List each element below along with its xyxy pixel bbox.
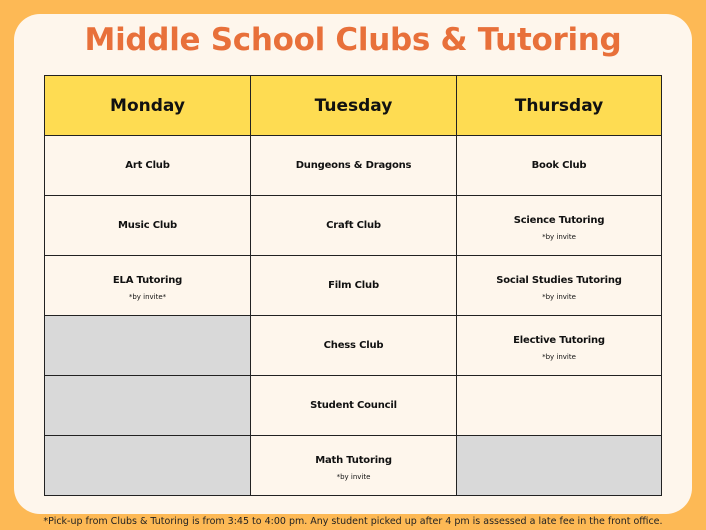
header-monday: Monday (45, 76, 251, 136)
invite-note: *by invite (542, 292, 576, 301)
table-row (45, 256, 662, 316)
table-row (45, 136, 662, 196)
invite-note: *by invite* (128, 292, 167, 301)
page-title: Middle School Clubs & Tutoring (84, 22, 622, 58)
club-name: Social Studies Tutoring (496, 274, 622, 286)
empty-cell (45, 316, 251, 376)
empty-cell (457, 436, 662, 496)
pickup-footnote: *Pick-up from Clubs & Tutoring is from 3:45 to 4:00 pm. Any student picked up after 4 pm is assessed a late fee in the front office. (43, 516, 663, 527)
club-name: ELA Tutoring (112, 274, 183, 286)
cell-thursday (457, 256, 662, 316)
club-name: Chess Club (323, 340, 384, 351)
cell-thursday (457, 316, 662, 376)
cell-tuesday (251, 196, 457, 256)
cell-tuesday (251, 436, 457, 496)
club-name: Music Club (118, 220, 177, 231)
table-row (45, 376, 662, 436)
club-name: Craft Club (326, 220, 381, 231)
cell-thursday (457, 136, 662, 196)
header-thursday: Thursday (457, 76, 662, 136)
table-row (45, 436, 662, 496)
invite-note: *by invite (542, 352, 576, 361)
cell-tuesday (251, 316, 457, 376)
cell-monday (45, 136, 251, 196)
cell-monday (45, 196, 251, 256)
club-name: Art Club (125, 160, 170, 171)
club-name: Student Council (310, 400, 397, 411)
club-name: Science Tutoring (513, 214, 605, 226)
cell-thursday (457, 196, 662, 256)
schedule-table (44, 75, 662, 496)
cell-tuesday (251, 376, 457, 436)
invite-note: *by invite (542, 232, 576, 241)
empty-cell (457, 376, 662, 436)
cell-monday (45, 256, 251, 316)
club-name: Math Tutoring (315, 454, 392, 466)
empty-cell (45, 436, 251, 496)
header-tuesday: Tuesday (251, 76, 457, 136)
header-row (45, 76, 662, 136)
table-row (45, 196, 662, 256)
invite-note: *by invite (336, 472, 371, 481)
table-row (45, 316, 662, 376)
cell-tuesday (251, 136, 457, 196)
cell-tuesday (251, 256, 457, 316)
club-name: Film Club (328, 280, 379, 291)
club-name: Elective Tutoring (513, 334, 605, 346)
empty-cell (45, 376, 251, 436)
club-name: Book Club (531, 160, 587, 171)
club-name: Dungeons & Dragons (295, 160, 412, 171)
